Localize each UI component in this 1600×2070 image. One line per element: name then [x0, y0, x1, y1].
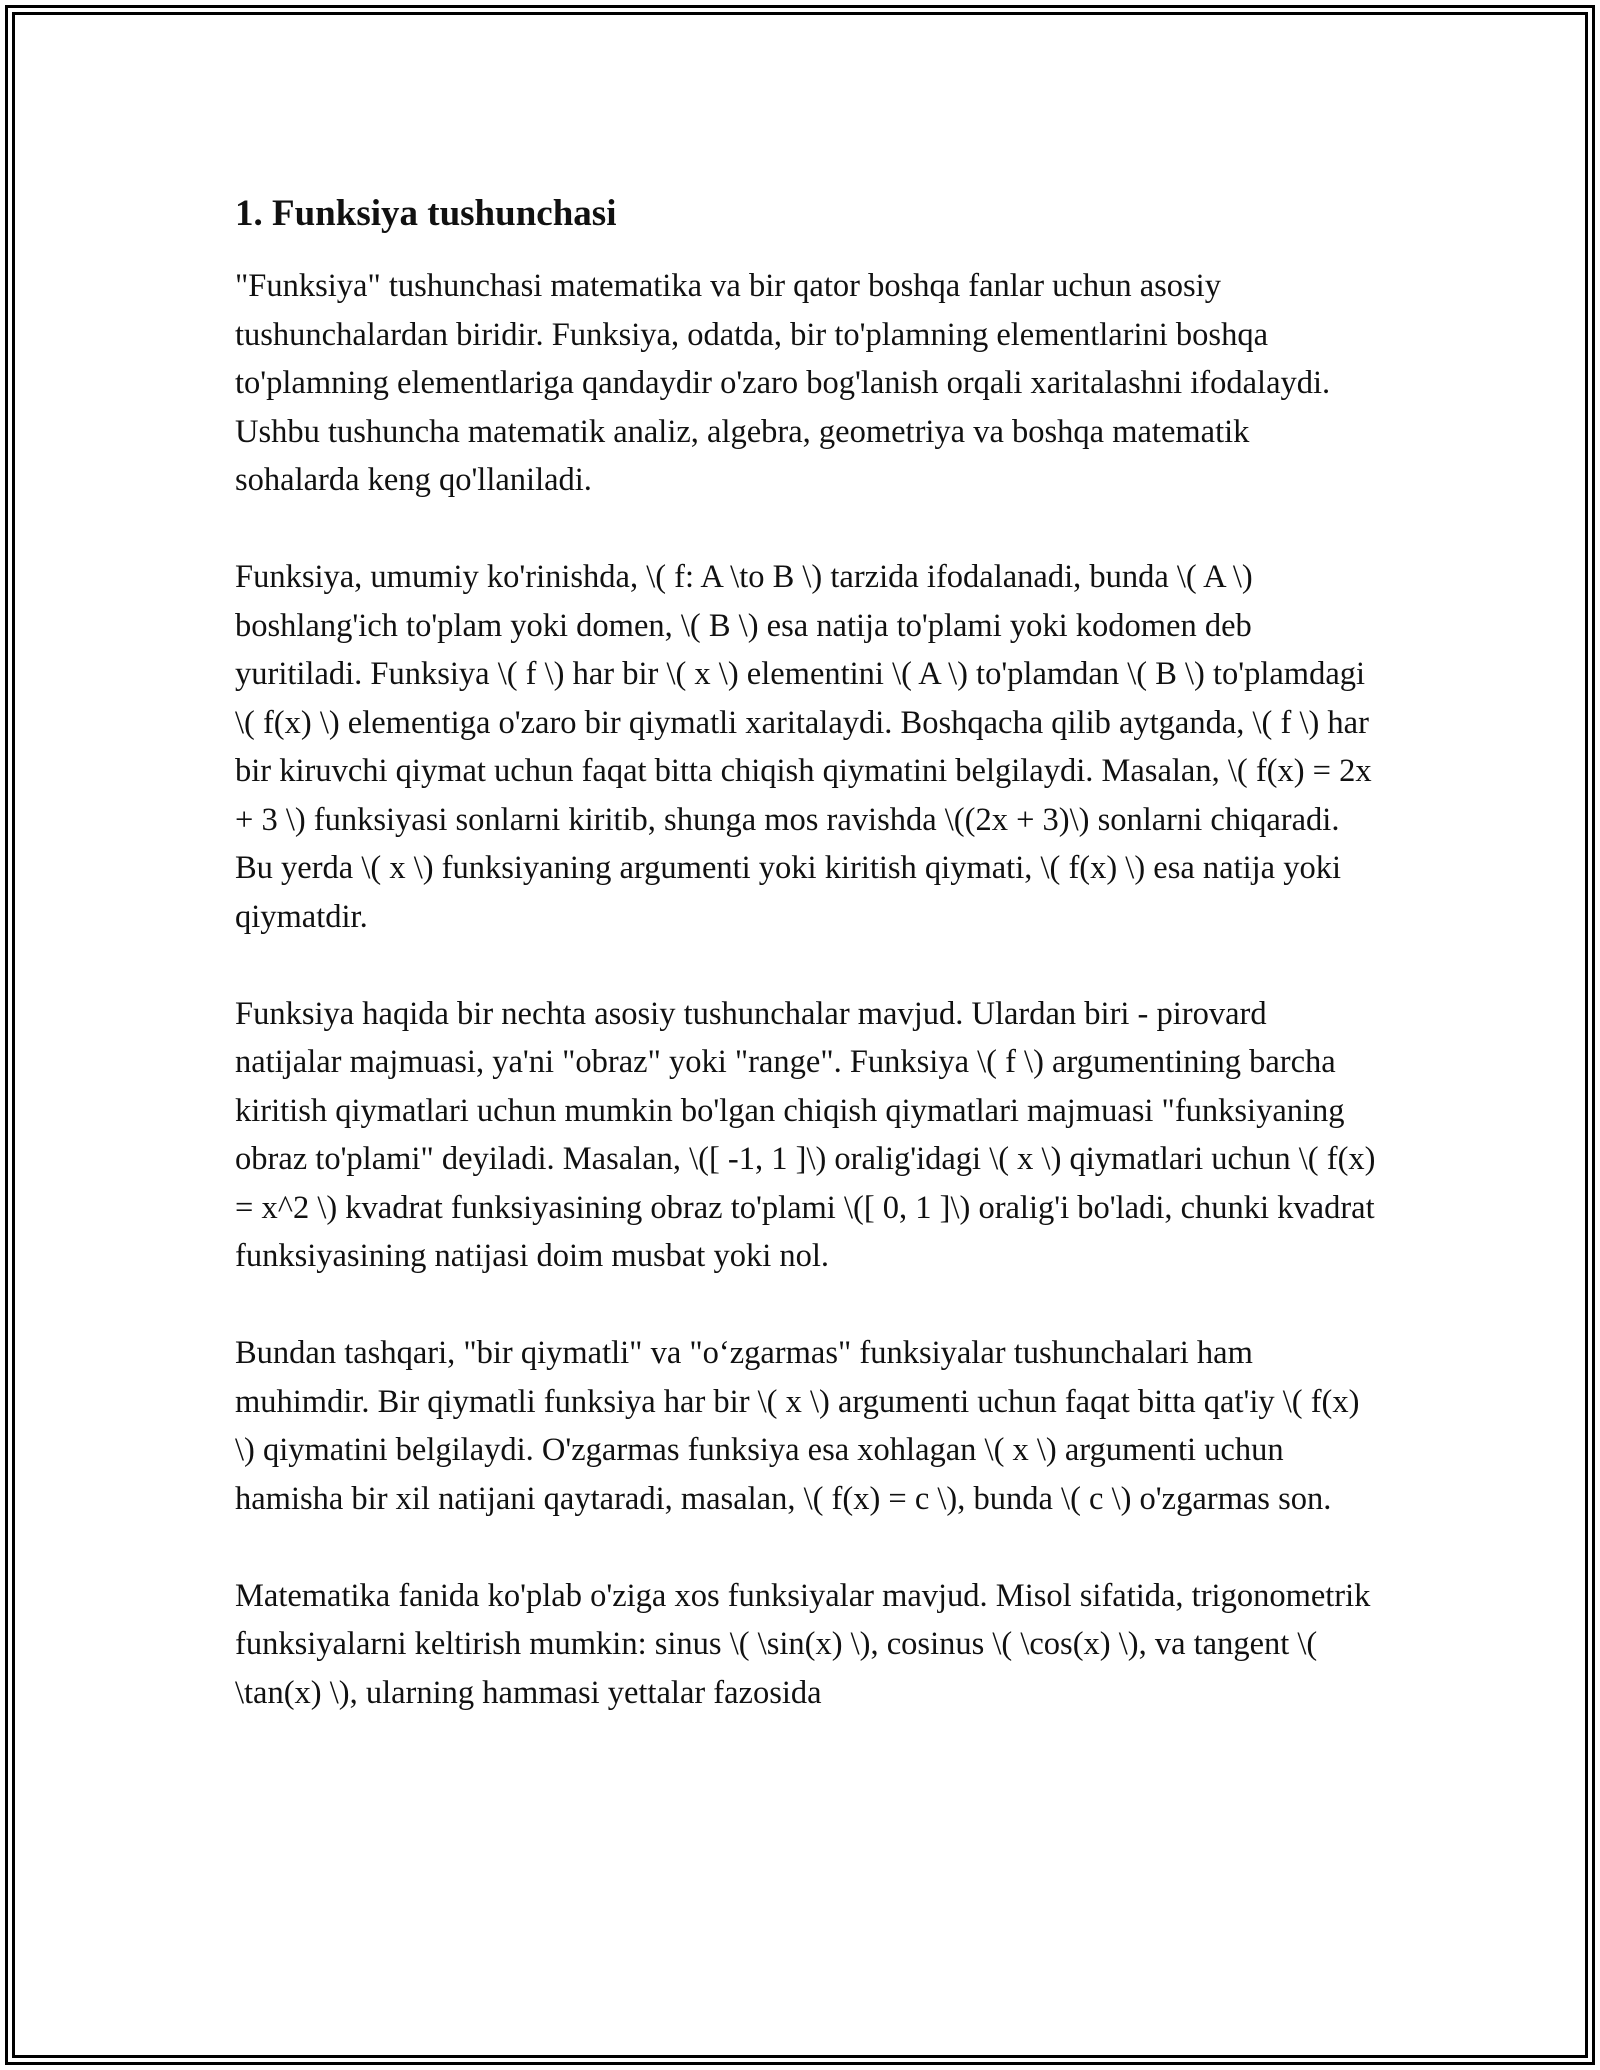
paragraph-trigonometric: Matematika fanida ko'plab o'ziga xos funksiyalar mavjud. Misol sifatida, trigonometrik funksiyalarni keltirish mumkin: sinus \( \sin(x) \), cosinus \( \cos(x) \), va tangent \( \tan(x) \), ularning hammasi yettalar fazosida	[235, 1577, 1371, 1711]
paragraph-range: Funksiya haqida bir nechta asosiy tushunchalar mavjud. Ulardan biri - pirovard natijalar majmuasi, ya'ni "obraz" yoki "range". Funksiya \( f \) argumentining barcha kiritish qiymatlari uchun mumkin bo'lgan chiqish qiymatlari majmuasi "funksiyaning obraz to'plami" deyiladi. Masalan, \([ -1, 1 ]\) oralig'idagi \( x \) qiymatlari uchun \( f(x) = x^2 \) kvadrat funksiyasining obraz to'plami \([ 0, 1 ]\) oralig'i bo'ladi, chunki kvadrat funksiyasining natijasi doim musbat yoki nol.	[235, 995, 1376, 1274]
document-body	[235, 186, 1380, 1766]
paragraph-intro: "Funksiya" tushunchasi matematika va bir qator boshqa fanlar uchun asosiy tushunchalardan biridir. Funksiya, odatda, bir to'plamning elementlarini boshqa to'plamning elementlariga qandaydir o'zaro bog'lanish orqali xaritalashni ifodalaydi. Ushbu tushuncha matematik analiz, algebra, geometriya va boshqa matematik sohalarda keng qo'llaniladi.	[235, 268, 1331, 498]
section-heading: 1. Funksiya tushunchasi	[235, 193, 617, 234]
paragraph-constant-functions: Bundan tashqari, "bir qiymatli" va "o‘zgarmas" funksiyalar tushunchalari ham muhimdir. Bir qiymatli funksiya har bir \( x \) argumenti uchun faqat bitta qat'iy \( f(x) \) qiymatini belgilaydi. O'zgarmas funksiya esa xohlagan \( x \) argumenti uchun hamisha bir xil natijani qaytaradi, masalan, \( f(x) = c \), bunda \( c \) o'zgarmas son.	[235, 1335, 1360, 1517]
paragraph-definition: Funksiya, umumiy ko'rinishda, \( f: A \to B \) tarzida ifodalanadi, bunda \( A \) boshlang'ich to'plam yoki domen, \( B \) esa natija to'plami yoki kodomen deb yuritiladi. Funksiya \( f \) har bir \( x \) elementini \( A \) to'plamdan \( B \) to'plamdagi \( f(x) \) elementiga o'zaro bir qiymatli xaritalaydi. Boshqacha qilib aytganda, \( f \) har bir kiruvchi qiymat uchun faqat bitta chiqish qiymatini belgilaydi. Masalan, \( f(x) = 2x + 3 \) funksiyasi sonlarni kiritib, shunga mos ravishda \((2x + 3)\) sonlarni chiqaradi. Bu yerda \( x \) funksiyaning argumenti yoki kiritish qiymati, \( f(x) \) esa natija yoki qiymatdir.	[235, 559, 1372, 935]
